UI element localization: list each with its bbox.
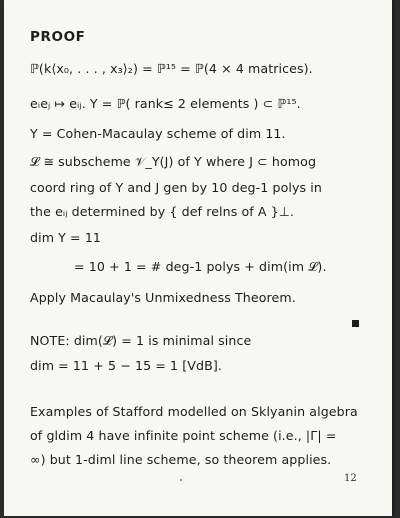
line-macaulay: Apply Macaulay's Unmixedness Theorem. <box>30 290 296 305</box>
line-coord-ring: coord ring of Y and J gen by 10 deg-1 polys in <box>30 180 322 195</box>
speck-mark <box>180 479 182 481</box>
line-stafford: Examples of Stafford modelled on Sklyanin algebra <box>30 404 358 419</box>
line-projective-space: ℙ(k⟨x₀, . . . , x₃⟩₂) = ℙ¹⁵ = ℙ(4 × 4 matrices). <box>30 61 313 76</box>
line-cohen-macaulay: Y = Cohen-Macaulay scheme of dim 11. <box>30 126 286 141</box>
line-infinite: ∞) but 1-diml line scheme, so theorem applies. <box>30 452 332 467</box>
proof-heading: PROOF <box>30 29 86 45</box>
qed-square-icon <box>352 320 359 327</box>
slide-page <box>4 0 392 516</box>
line-dim-sum: = 10 + 1 = # deg-1 polys + dim(im 𝓛). <box>74 259 327 274</box>
line-gldim: of gldim 4 have infinite point scheme (i.e., |Γ| = <box>30 428 337 443</box>
page-number: 12 <box>344 473 357 484</box>
line-note: NOTE: dim(𝓛) = 1 is minimal since <box>30 333 252 348</box>
line-dim-y: dim Y = 11 <box>30 230 102 245</box>
line-eij-map: eᵢeⱼ ↦ eᵢⱼ. Y = ℙ( rank≤ 2 elements ) ⊂ ℙ¹⁵. <box>30 96 301 111</box>
line-dim-calc: dim = 11 + 5 − 15 = 1 [VdB]. <box>30 358 222 373</box>
line-subscheme: 𝓛 ≅ subscheme 𝒱_Y(J) of Y where J ⊂ homog <box>30 154 317 169</box>
line-eij-determined: the eᵢⱼ determined by { def relns of A }⊥. <box>30 204 295 219</box>
